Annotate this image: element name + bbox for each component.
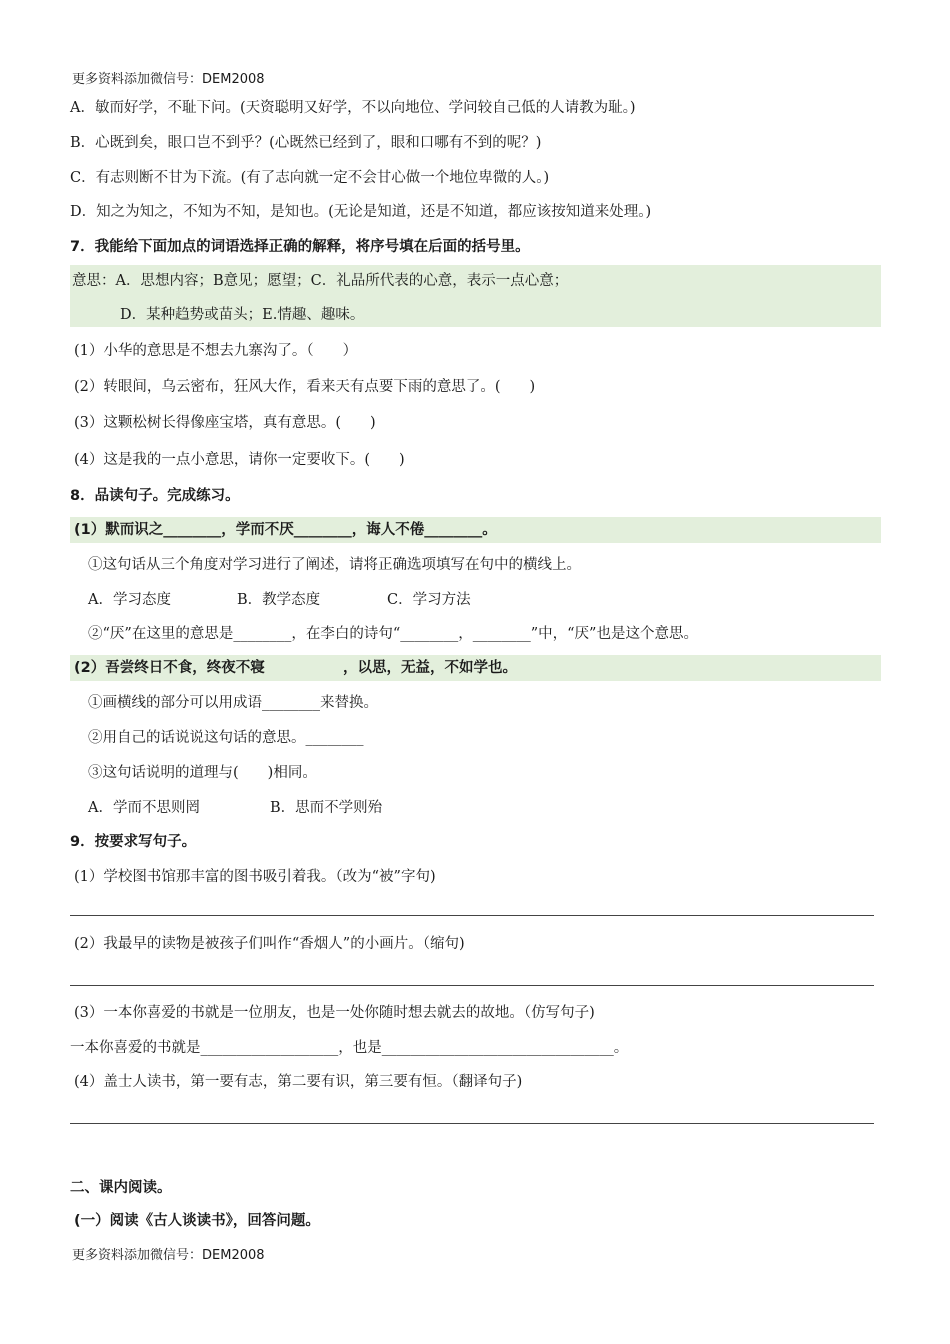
- page-header: 更多资料添加微信号：DEM2008: [72, 72, 265, 87]
- q7-meaning-line2: D．某种趋势或苗头；E.情趣、趣味。: [120, 307, 365, 323]
- page-footer: 更多资料添加微信号：DEM2008: [72, 1248, 265, 1263]
- q8-p1-title: (1）默而识之________，学而不厌________，诲人不倦________。: [74, 522, 497, 538]
- q8-p2-question2: ②用自己的话说说这句话的意思。________: [88, 730, 364, 746]
- q6-option-a: A．敏而好学，不耻下问。(天资聪明又好学，不以向地位、学问较自己低的人请教为耻。): [70, 100, 636, 116]
- q6-option-c: C．有志则断不甘为下流。(有了志向就一定不会甘心做一个地位卑微的人。): [70, 170, 550, 186]
- q7-item-1: (1）小华的意思是不想去九寨沟了。（ ）: [74, 343, 358, 359]
- q8-p2-title-a: (2）吾尝终日不食，终夜不寝: [74, 660, 265, 676]
- q7-title: 7．我能给下面加点的词语选择正确的解释，将序号填在后面的括号里。: [70, 239, 530, 255]
- q7-item-2: (2）转眼间，乌云密布，狂风大作，看来天有点要下雨的意思了。( ): [74, 379, 536, 395]
- q6-option-b: B．心既到矣，眼口岂不到乎？(心既然已经到了，眼和口哪有不到的呢？): [70, 135, 542, 151]
- q9-sentence-1: (1）学校图书馆那丰富的图书吸引着我。（改为“被”字句): [74, 869, 436, 885]
- q8-p1-question2: ②“厌”在这里的意思是________，在李白的诗句“________，________”中，“厌”也是这个意思。: [88, 626, 698, 642]
- answer-line-2[interactable]: [70, 985, 874, 986]
- section2-title: 二、课内阅读。: [70, 1180, 172, 1196]
- q8-p2-question1: ①画横线的部分可以用成语________来替换。: [88, 695, 378, 711]
- q8-p2-question3: ③这句话说明的道理与( )相同。: [88, 765, 317, 781]
- q8-p1-option-c: C．学习方法: [387, 592, 471, 608]
- q9-sentence-2: (2）我最早的读物是被孩子们叫作“香烟人”的小画片。（缩句): [74, 936, 465, 952]
- answer-line-1[interactable]: [70, 915, 874, 916]
- q8-p2-title-b: ，以思，无益，不如学也。: [343, 660, 517, 676]
- q9-title: 9．按要求写句子。: [70, 834, 197, 850]
- q7-item-3: (3）这颗松树长得像座宝塔，真有意思。( ): [74, 415, 376, 431]
- section2-subtitle: (一）阅读《古人谈读书》，回答问题。: [74, 1213, 320, 1229]
- q7-item-4: (4）这是我的一点小意思，请你一定要收下。( ): [74, 452, 405, 468]
- q8-p2-option-a: A．学而不思则罔: [88, 800, 200, 816]
- answer-line-3[interactable]: [70, 1123, 874, 1124]
- q8-p2-option-b: B．思而不学则殆: [270, 800, 383, 816]
- q8-p1-option-b: B．教学态度: [237, 592, 321, 608]
- q8-p1-option-a: A．学习态度: [88, 592, 171, 608]
- q9-sentence-3-fill[interactable]: 一本你喜爱的书就是___________________，也是________________________________。: [70, 1040, 629, 1056]
- q9-sentence-3: (3）一本你喜爱的书就是一位朋友，也是一处你随时想去就去的故地。（仿写句子): [74, 1005, 595, 1021]
- q7-meaning-line1: 意思：A．思想内容；B意见；愿望；C．礼品所代表的心意，表示一点心意；: [72, 273, 569, 289]
- q9-sentence-4: (4）盖士人读书，第一要有志，第二要有识，第三要有恒。（翻译句子): [74, 1074, 523, 1090]
- q8-title: 8．品读句子。完成练习。: [70, 488, 240, 504]
- q8-p1-question1: ①这句话从三个角度对学习进行了阐述，请将正确选项填写在句中的横线上。: [88, 557, 581, 573]
- q6-option-d: D．知之为知之，不知为不知，是知也。(无论是知道，还是不知道，都应该按知道来处理。): [70, 204, 652, 220]
